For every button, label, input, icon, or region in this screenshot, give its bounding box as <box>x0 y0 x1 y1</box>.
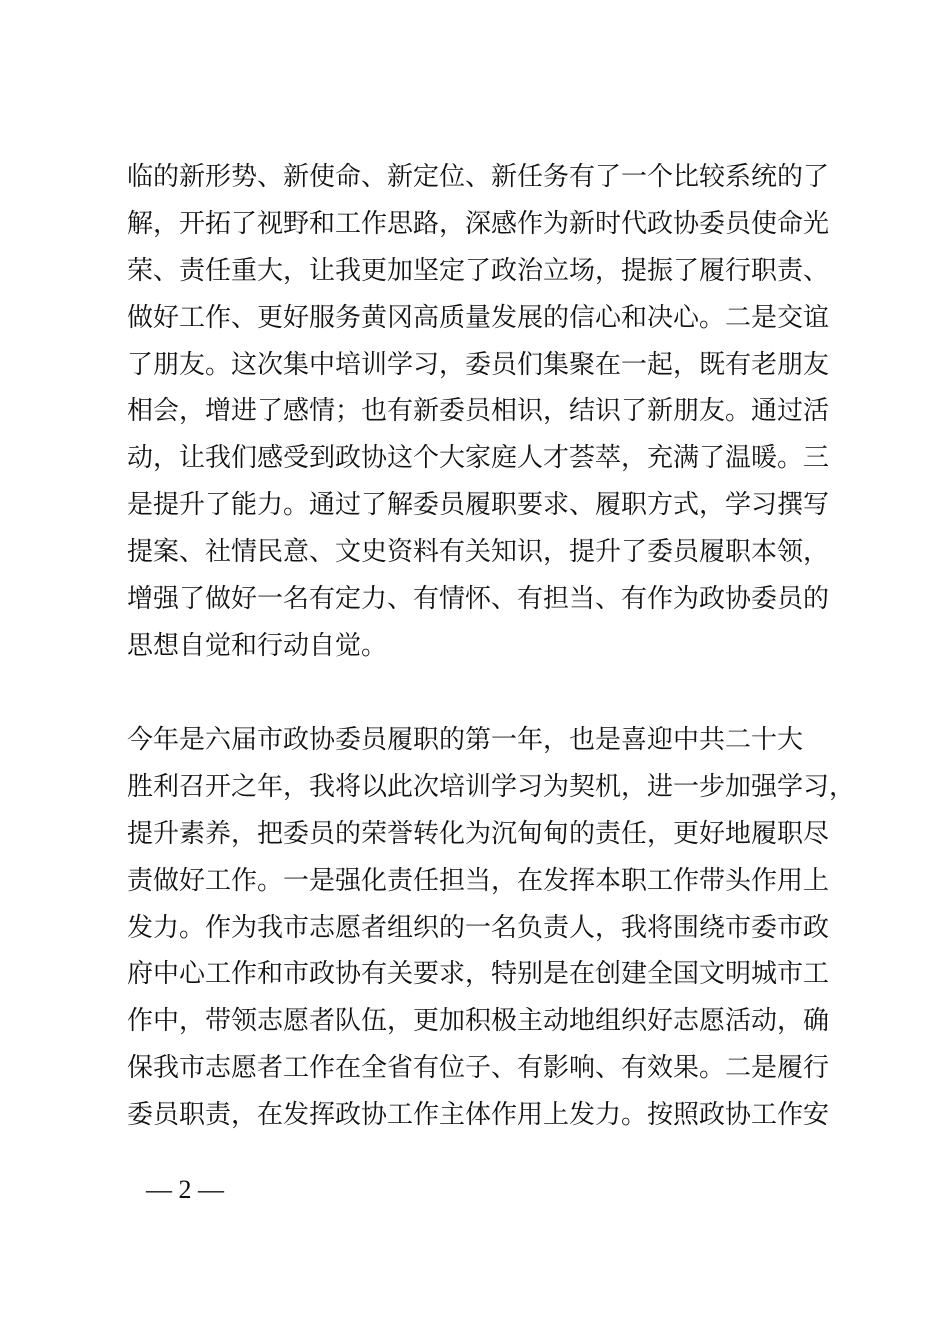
body-paragraph-2 <box>127 717 856 1139</box>
page-number: — 2 — <box>146 1175 224 1204</box>
text-line: 临的新形势、新使命、新定位、新任务有了一个比较系统的了 <box>127 162 830 192</box>
text-line: 作中，带领志愿者队伍，更加积极主动地组织好志愿活动，确 <box>127 1006 830 1037</box>
text-line: 增强了做好一名有定力、有情怀、有担当、有作为政协委员的 <box>127 584 830 615</box>
text-line: 提升素养，把委员的荣誉转化为沉甸甸的责任，更好地履职尽 <box>127 818 830 849</box>
text-line: 今年是六届市政协委员履职的第一年，也是喜迎中共二十大 <box>127 725 804 755</box>
text-line: 提案、社情民意、文史资料有关知识，提升了委员履职本领， <box>127 537 830 568</box>
text-line: 相会，增进了感情；也有新委员相识，结识了新朋友。通过活 <box>127 396 830 427</box>
text-line: 解，开拓了视野和工作思路，深感作为新时代政协委员使命光 <box>127 208 830 239</box>
text-line: 做好工作、更好服务黄冈高质量发展的信心和决心。二是交谊 <box>127 302 830 333</box>
text-line: 责做好工作。一是强化责任担当，在发挥本职工作带头作用上 <box>127 865 830 896</box>
text-line: 发力。作为我市志愿者组织的一名负责人，我将围绕市委市政 <box>127 912 830 943</box>
text-line: 思想自觉和行动自觉。 <box>127 630 388 661</box>
text-line: 是提升了能力。通过了解委员履职要求、履职方式，学习撰写 <box>127 490 830 521</box>
text-line: 了朋友。这次集中培训学习，委员们集聚在一起，既有老朋友 <box>127 349 830 380</box>
text-line: 委员职责，在发挥政协工作主体作用上发力。按照政协工作安 <box>127 1100 830 1131</box>
text-line: 胜利召开之年，我将以此次培训学习为契机，进一步加强学习， <box>127 771 856 802</box>
body-paragraph-1 <box>127 154 830 670</box>
text-line: 荣、责任重大，让我更加坚定了政治立场，提振了履行职责、 <box>127 255 830 286</box>
text-line: 动，让我们感受到政协这个大家庭人才荟萃，充满了温暖。三 <box>127 443 830 474</box>
text-line: 府中心工作和市政协有关要求，特别是在创建全国文明城市工 <box>127 959 830 990</box>
text-line: 保我市志愿者工作在全省有位子、有影响、有效果。二是履行 <box>127 1053 830 1084</box>
